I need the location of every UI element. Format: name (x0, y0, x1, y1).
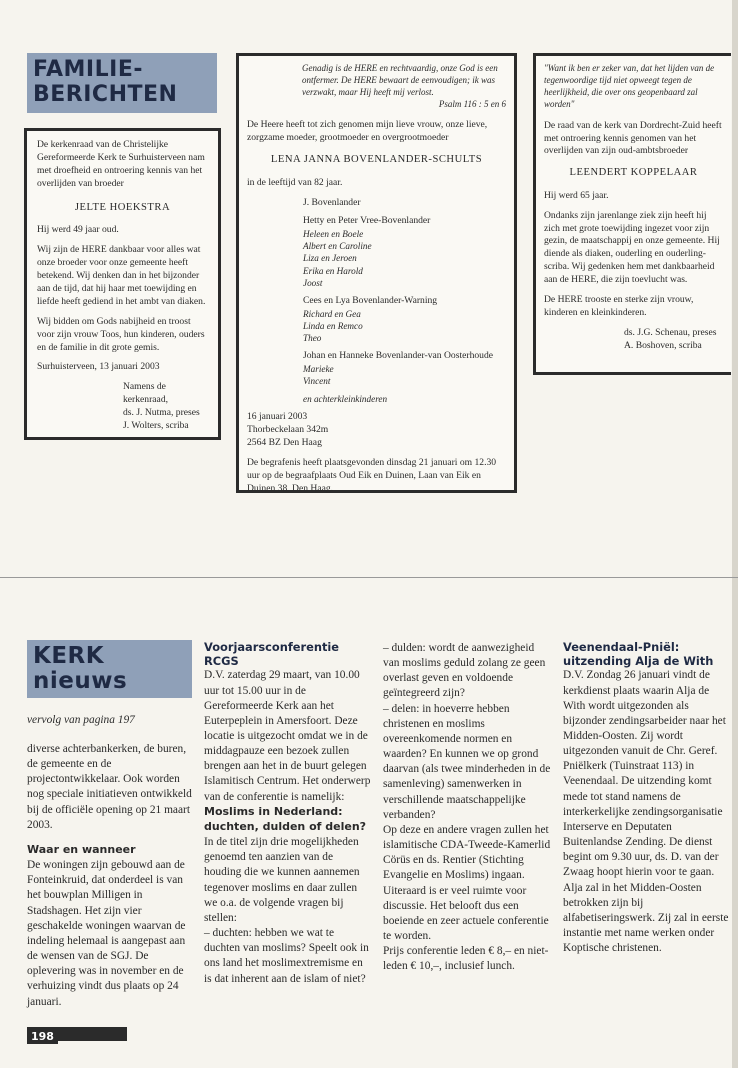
col3-paragraph-4: Prijs conferentie leden € 8,– en niet-leden € 10,–, inclusief lunch. (383, 945, 549, 973)
bovenlander-age: in de leeftijd van 82 jaar. (247, 176, 343, 188)
col2-paragraph-1: D.V. zaterdag 29 maart, van 10.00 uur tot 15.00 uur in de Gereformeerde Kerk aan het Euterpeplein in Amersfoort. Deze locatie is uitgezocht omdat we in de middagpauze een bezoek zullen brengen aan het in de buurt gelegen Islamitisch Centrum. Het onderwerp van de conferentie is namelijk: (204, 669, 371, 803)
news-column-2 (204, 641, 372, 987)
col2-bold-text: Moslims in Nederland: duchten, dulden of delen? (204, 804, 367, 833)
koppelaar-sig-1: ds. J.G. Schenau, preses (624, 327, 717, 339)
news-column-3 (383, 641, 553, 974)
obituary-hoekstra (24, 128, 221, 440)
bovenlander-quote: Genadig is de HERE en rechtvaardig, onze God is een ontfermer. De HERE bewaart de eenvoudigen; ik was verzwakt, maar Hij heeft mij verlost. (302, 63, 498, 98)
hoekstra-prayer: Wij bidden om Gods nabijheid en troost voor zijn vrouw Toos, hun kinderen, ouders en de familie in dit grote gemis. (37, 315, 205, 353)
bovenlander-funeral: De begrafenis heeft plaatsgevonden dinsdag 21 januari om 12.30 uur op de begraafplaats Oud Eik en Duinen, Laan van Eik en Duinen 38, Den Haag. (247, 456, 497, 494)
col1-subheading-text: Waar en wanneer (27, 842, 136, 856)
page-number-bar (27, 1027, 127, 1041)
koppelaar-sig-2: A. Boshoven, scriba (624, 340, 702, 352)
koppelaar-quote: "Want ik ben er zeker van, dat het lijden van de tegenwoordige tijd niet opweegt tegen de heerlijkheid, die over ons geopenbaard zal worden" (544, 63, 715, 110)
family-member: en achterkleinkinderen (303, 393, 388, 404)
col4-title: Veenendaal-Pniël: uitzending Alja de With (563, 640, 714, 668)
kerk-heading-line1: KERK (33, 643, 105, 669)
col1-paragraph-2: De woningen zijn gebouwd aan de Fonteinkruid, dat onderdeel is van het bouwplan Milligen in Stadshagen. Het zijn vier geschakelde woningen waarvan de indeling helemaal is aangepast aan de wensen van de SGJ. De oplevering was in november en de verhuizing vindt dus plaats op 24 januari. (27, 859, 186, 1008)
section-divider (0, 577, 738, 578)
family-member: Heleen en Boele (303, 228, 364, 239)
hoekstra-signature (123, 381, 208, 433)
family-member: Cees en Lya Bovenlander-Warning (303, 294, 438, 306)
col3-paragraph-3: Op deze en andere vragen zullen het islamitische CDA-Tweede-Kamerlid Cörüs en ds. Rentier (Stichting Evangelie en Moslims) ingaan. Uiteraard is er veel ruimte voor discussie. Het belooft dus een boeiende en zeer actuele conferentie te worden. (383, 823, 551, 942)
col3-paragraph-1: – dulden: wordt de aanwezigheid van moslims geduld zolang ze geen overlast geven en voldoende geïntegreerd zijn? (383, 642, 546, 700)
family-member: Joost (303, 278, 323, 289)
family-member: Marieke (303, 363, 334, 374)
hoekstra-sig-3: J. Wolters, scriba (123, 420, 189, 432)
col1-subheading (27, 843, 195, 858)
hoekstra-age: Hij werd 49 jaar oud. (37, 224, 119, 236)
family-member: Hetty en Peter Vree-Bovenlander (303, 214, 431, 226)
obituary-bovenlander (236, 53, 517, 493)
bovenlander-family-list (303, 197, 506, 405)
koppelaar-signature (624, 327, 723, 353)
heading-line1: FAMILIE- (33, 57, 143, 82)
page-number: 198 (27, 1029, 58, 1044)
hoekstra-body: Wij zijn de HERE dankbaar voor alles wat onze broeder voor onze gemeente heeft betekend. Wij denken dan in het bijzonder aan de tijd, dat hij haar met toewijding en liefde heeft gediend in het ambt van diaken. (37, 243, 206, 307)
family-member: Albert en Caroline (303, 240, 372, 251)
bovenlander-intro: De Heere heeft tot zich genomen mijn lieve vrouw, onze lieve, zorgzame moeder, grootmoeder en overgrootmoeder (247, 118, 488, 143)
family-member: Vincent (303, 376, 331, 387)
koppelaar-comfort: De HERE trooste en sterke zijn vrouw, kinderen en kleinkinderen. (544, 294, 694, 319)
bovenlander-city: 2564 BZ Den Haag (247, 436, 322, 448)
hoekstra-sig-1: Namens de kerkenraad, (123, 381, 169, 406)
koppelaar-name: LEENDERT KOPPELAAR (569, 167, 698, 179)
col2-paragraph-3: – duchten: hebben we wat te duchten van moslims? Speelt ook in ons land het moslimextremisme en is dat inherent aan de islam of niet? (204, 927, 369, 985)
kerk-heading-line2: nieuws (33, 668, 128, 694)
obituary-koppelaar (533, 53, 731, 375)
bovenlander-date: 16 januari 2003 (247, 411, 308, 423)
news-column-4 (563, 641, 729, 956)
koppelaar-age: Hij werd 65 jaar. (544, 189, 609, 201)
bovenlander-quote-ref: Psalm 116 : 5 en 6 (438, 99, 506, 110)
col4-paragraph-1: D.V. Zondag 26 januari vindt de kerkdienst plaats waarin Alja de With wordt uitgezonden als bijzonder zendingsarbeider naar het Midden-Oosten. Zij wordt uitgezonden vanuit de Chr. Geref. Pniëlkerk (Tuinstraat 113) in Veenendaal. De uitzending komt mede tot stand namens de interkerkelijke zendingsorganisatie Interserve en Deputaten Buitenlandse Zending. De dienst begint om 9.30 uur, ds. D. van der Zwaag hoopt hierin voor te gaan. (563, 669, 726, 879)
family-member: Johan en Hanneke Bovenlander-van Oosterhoude (303, 349, 494, 361)
vervolg-label: vervolg van pagina 197 (27, 714, 135, 726)
col4-paragraph-2: Alja zal in het Midden-Oosten betrokken zijn bij alfabetiseringswerk. Zij zal in eerste instantie met name werken onder Koptische christenen. (563, 881, 729, 955)
col2-bold (204, 805, 372, 835)
col1-paragraph-1: diverse achterbankerken, de buren, de gemeente en de projectontwikkelaar. Ook worden nog speciale initiatieven ontwikkeld bij de officiële opening op 21 maart 2003. (27, 743, 192, 831)
bovenlander-street: Thorbeckelaan 342m (247, 424, 329, 435)
col3-paragraph-2: – delen: in hoeverre hebben christenen en moslims overeenkomende normen en waarden? En kunnen we op grond daarvan (als twee minderheden in de samenleving) samenwerken in verschillende maatschappelijke verbanden? (383, 702, 551, 821)
hoekstra-sig-2: ds. J. Nutma, preses (123, 407, 200, 419)
koppelaar-body: Ondanks zijn jarenlange ziek zijn heeft hij zich met grote toewijding ingezet voor zijn gezin, de maatschappij en onze gemeente. Hij diende als diaken, ouderling en ouderling-scriba. Wij gedenken hem met dankbaarheid aan de HERE, die zijn toevlucht was. (544, 209, 720, 286)
hoekstra-intro: De kerkenraad van de Christelijke Gereformeerde Kerk te Surhuisterveen nam met droefheid en ontroering kennis van het overlijden van broeder (37, 139, 205, 189)
news-column-1 (27, 742, 195, 1010)
familieberichten-heading (27, 53, 217, 113)
family-member: Theo (303, 333, 322, 344)
hoekstra-name: JELTE HOEKSTRA (74, 201, 171, 213)
page-edge-shadow (732, 0, 738, 1068)
family-member: Erika en Harold (303, 265, 363, 276)
family-member: Liza en Jeroen (303, 253, 357, 264)
hoekstra-place-date: Surhuisterveen, 13 januari 2003 (37, 361, 160, 373)
col2-paragraph-2: In de titel zijn drie mogelijkheden genoemd ten aanzien van de houding die we kunnen aannemen tegenover moslims en daar zullen we o.a. de volgende vragen bij stellen: (204, 836, 360, 924)
koppelaar-intro: De raad van de kerk van Dordrecht-Zuid heeft met ontroering kennis genomen van het overlijden van zijn oud-ambtsbroeder (544, 119, 722, 157)
bovenlander-name: LENA JANNA BOVENLANDER-SCHULTS (270, 154, 483, 166)
family-member: J. Bovenlander (303, 196, 361, 208)
col2-title: Voorjaarsconferentie RCGS (204, 640, 340, 668)
family-member: Linda en Remco (303, 321, 363, 332)
kerknieuws-heading (27, 640, 192, 698)
family-member: Richard en Gea (303, 308, 361, 319)
heading-line2: BERICHTEN (33, 82, 178, 107)
